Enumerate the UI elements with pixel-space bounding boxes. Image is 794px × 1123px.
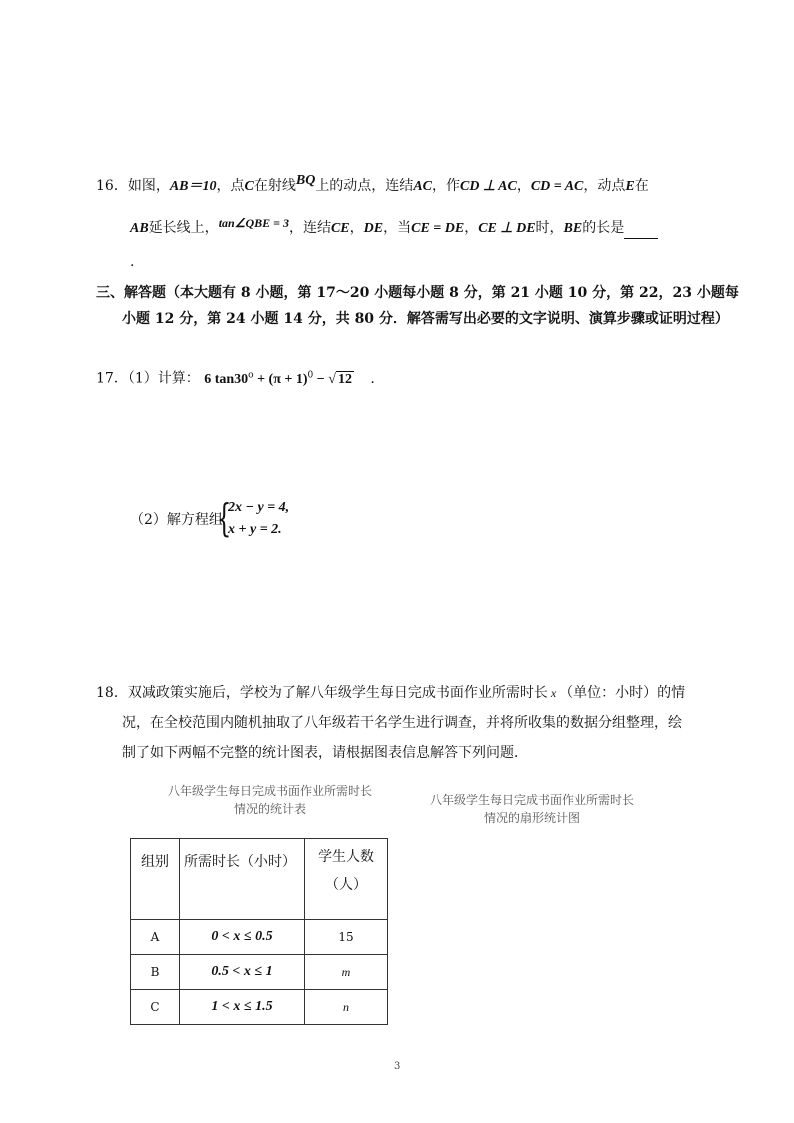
table-header-row xyxy=(131,839,388,920)
q16-number: 16． xyxy=(96,178,128,194)
q16-line2: AB延长线上，tan∠QBE = 3，连结CE，DE，当CE = DE，CE ⊥ DE时，BE的长是 xyxy=(130,218,658,239)
pie-chart-caption: 八年级学生每日完成书面作业所需时长 情况的扇形统计图 xyxy=(429,793,634,825)
q18-line1: 18．双减政策实施后，学校为了解八年级学生每日完成书面作业所需时长 x （单位：小时）的情 xyxy=(96,685,686,701)
q17-number: 17． xyxy=(96,370,128,387)
table-row: A 0 < x ≤ 0.5 15 xyxy=(131,920,388,955)
header-group: 组别 xyxy=(131,839,180,920)
equation-2: x + y = 2. xyxy=(228,522,282,537)
section3-line1: 三、解答题（本大题有 8 小题，第 17～20 小题每小题 8 分，第 21 小题 10 分，第 22，23 小题每 xyxy=(96,285,739,301)
q17-expression: 6 $\tan 30^o + (\pi + 1)^0$ − √ 12 xyxy=(204,370,352,387)
statistics-table xyxy=(130,838,388,1025)
q18-line3: 制了如下两幅不完整的统计图表，请根据图表信息解答下列问题． xyxy=(122,745,528,761)
table-row: C 1 < x ≤ 1.5 n xyxy=(131,990,388,1025)
table-caption: 八年级学生每日完成书面作业所需时长 情况的统计表 xyxy=(167,784,372,816)
q16-period: . xyxy=(130,254,135,270)
q16-line1: 16．如图，AB＝10，点C在射线BQ上的动点，连结AC，作CD ⊥ AC，CD = AC，动点E在 xyxy=(96,173,649,194)
header-count: 学生人数 （人） xyxy=(305,839,388,920)
header-duration: 所需时长（小时） xyxy=(180,839,305,920)
answer-blank xyxy=(624,222,658,239)
table-row: B 0.5 < x ≤ 1 m xyxy=(131,955,388,990)
equation-system-brace: { xyxy=(216,496,232,540)
equation-1: 2x − y = 4, xyxy=(228,500,290,515)
section3-line2: 小题 12 分，第 24 小题 14 分，共 80 分．解答需写出必要的文字说明、演算步骤或证明过程） xyxy=(122,311,729,327)
q17-part1: 17．（1）计算： 6 $\tan 30^o + (\pi + 1)^0$ − √ 12 . xyxy=(96,370,375,387)
q18-number: 18． xyxy=(96,685,128,701)
q17-part2-label: （2）解方程组 xyxy=(130,512,223,528)
page-number: 3 xyxy=(394,1061,401,1072)
q18-line2: 况，在全校范围内随机抽取了八年级若干名学生进行调查，并将所收集的数据分组整理，绘 xyxy=(122,715,682,731)
